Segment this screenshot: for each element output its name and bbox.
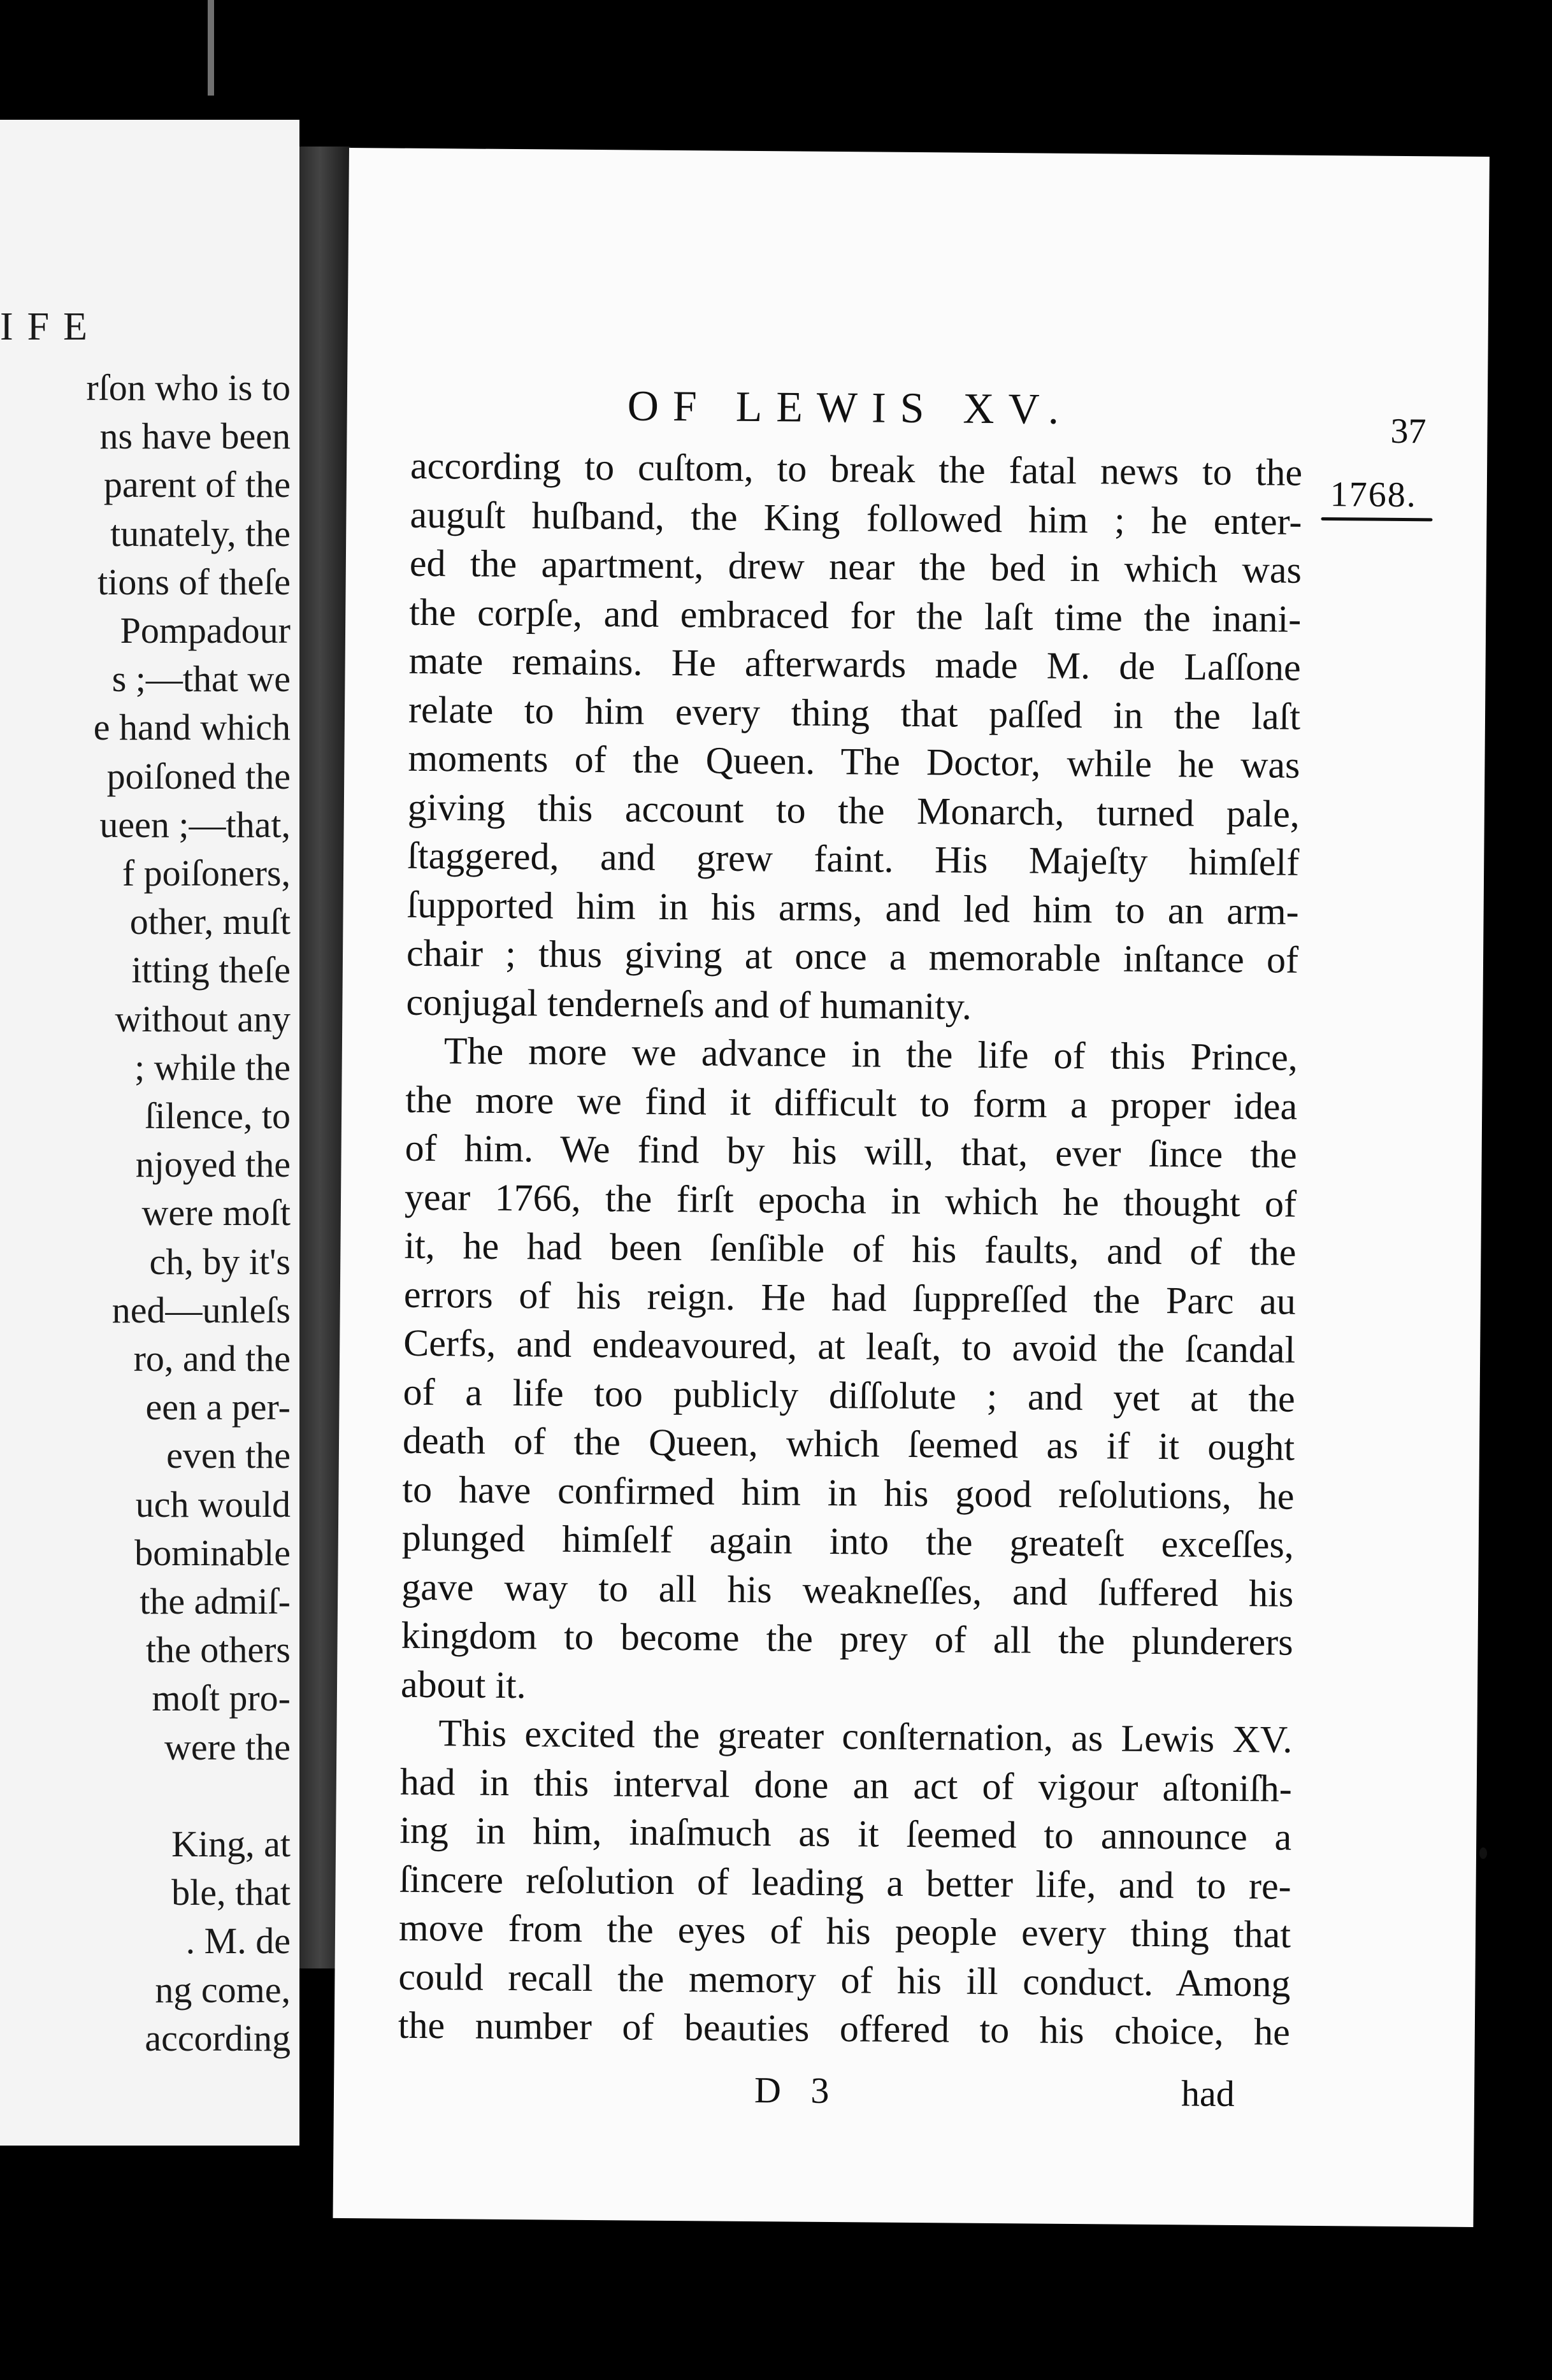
left-text-line: the others: [145, 1629, 291, 1671]
left-text-line: e hand which: [93, 706, 291, 749]
left-text-line: King, at: [171, 1823, 291, 1865]
text-line: the number of beauties offered to his choice, he: [398, 2004, 1291, 2053]
left-text-line: uch would: [135, 1483, 291, 1525]
left-text-line: other, muſt: [129, 901, 291, 943]
signature-mark: D 3: [754, 2069, 840, 2112]
left-text-line: rſon who is to: [86, 367, 291, 408]
left-text-line: ro, and the: [133, 1338, 291, 1379]
text-line: This excited the greater conſternation, as Lewis XV.: [438, 1712, 1293, 1761]
left-text-line: ; while the: [134, 1046, 291, 1088]
text-line: ing in him, inaſmuch as it ſeemed to announce a: [399, 1809, 1292, 1858]
left-text-line: ble, that: [171, 1872, 291, 1914]
left-text-line: were the: [164, 1726, 291, 1768]
left-text-line: itting theſe: [131, 949, 291, 991]
text-line: errors of his reign. He had ſuppreſſed the Parc au: [403, 1273, 1297, 1323]
text-line: ed the apartment, drew near the bed in which was: [409, 541, 1302, 591]
text-line: plunged himſelf again into the greateſt exceſſes,: [401, 1516, 1295, 1566]
left-text-line: tions of theſe: [97, 561, 291, 603]
left-text-line: moſt pro-: [152, 1677, 291, 1719]
text-line: ſtaggered, and grew faint. His Majeſty himſelf: [407, 834, 1300, 884]
left-text-line: ned—unleſs: [111, 1289, 291, 1331]
left-text-line: ng come,: [155, 1968, 291, 2011]
text-line: could recall the memory of his ill conduct. Among: [398, 1955, 1291, 2005]
right-page: [333, 148, 1489, 2227]
text-line: conjugal tenderneſs and of humanity.: [406, 980, 972, 1028]
text-line: move from the eyes of his people every thing that: [398, 1906, 1291, 1956]
text-line: about it.: [400, 1663, 526, 1706]
text-line: gave way to all his weakneſſes, and ſuffered his: [401, 1565, 1294, 1615]
left-text-line: f poiſoners,: [122, 852, 291, 894]
text-line: ſupported him in his arms, and led him to an arm-: [406, 883, 1299, 933]
text-line: auguſt huſband, the King followed him ; he enter-: [410, 493, 1302, 543]
left-text-line: ch, by it's: [149, 1240, 291, 1282]
text-line: moments of the Queen. The Doctor, while he was: [408, 736, 1300, 786]
page-number: 37: [1390, 411, 1426, 452]
ink-speck: [1479, 1847, 1487, 1859]
left-text-line: njoyed the: [135, 1143, 291, 1186]
text-line: of a life too publicly diſſolute ; and yet at the: [403, 1370, 1295, 1420]
left-text-line: were moſt: [141, 1192, 291, 1234]
left-text-line: poiſoned the: [106, 755, 291, 797]
left-text-line: s ;—that we: [111, 658, 291, 700]
text-line: of him. We find by his will, that, ever ſince the: [405, 1126, 1297, 1176]
left-text-line: Pompadour: [120, 610, 291, 651]
left-text-line: according: [145, 2017, 291, 2059]
text-line: year 1766, the firſt epocha in which he thought of: [404, 1175, 1297, 1225]
left-text-line: . M. de: [185, 1920, 291, 1962]
text-line: to have confirmed him in his good reſolutions, he: [402, 1468, 1295, 1517]
left-text-line: ns have been: [99, 415, 291, 457]
left-text-line: without any: [115, 998, 291, 1040]
left-text-line: tunately, the: [110, 512, 291, 554]
margin-rule: [1321, 517, 1432, 521]
text-line: death of the Queen, which ſeemed as if it ought: [402, 1419, 1295, 1468]
text-line: ſincere reſolution of leading a better life, and to re-: [399, 1858, 1291, 1907]
left-text-line: ueen ;—that,: [99, 803, 291, 845]
text-line: chair ; thus giving at once a memorable inſtance of: [406, 931, 1299, 981]
top-edge-mark: [208, 0, 214, 96]
text-line: it, he had been ſenſible of his faults, and of the: [404, 1224, 1297, 1273]
left-text-line: parent of the: [103, 464, 291, 506]
running-head: OF LEWIS XV.: [627, 381, 1074, 433]
text-line: had in this interval done an act of vigour aſtoniſh-: [399, 1760, 1293, 1810]
text-line: the corpſe, and embraced for the laſt time the inani-: [409, 591, 1302, 640]
catchword: had: [1181, 2072, 1235, 2115]
text-line: according to cuſtom, to break the fatal news to the: [410, 444, 1303, 494]
left-page: [0, 120, 299, 2146]
left-text-line: bominable: [134, 1531, 291, 1574]
left-running-head: IFE: [0, 305, 101, 348]
left-text-line: een a per-: [145, 1386, 291, 1428]
text-line: The more we advance in the life of this Prince,: [443, 1029, 1298, 1079]
text-line: Cerfs, and endeavoured, at leaſt, to avoid the ſcandal: [403, 1321, 1296, 1371]
left-text-line: even the: [166, 1435, 291, 1477]
left-text-line: the admiſ-: [140, 1581, 291, 1622]
text-line: the more we find it difficult to form a proper idea: [405, 1078, 1298, 1128]
text-line: kingdom to become the prey of all the plunderers: [401, 1614, 1293, 1663]
body-text: [398, 441, 1303, 2056]
margin-year: 1768.: [1330, 475, 1418, 515]
text-line: mate remains. He afterwards made M. de Laſſone: [408, 639, 1301, 689]
text-line: giving this account to the Monarch, turned pale,: [407, 785, 1300, 835]
left-text-line: ſilence, to: [145, 1095, 291, 1136]
text-line: relate to him every thing that paſſed in the laſt: [408, 688, 1301, 738]
